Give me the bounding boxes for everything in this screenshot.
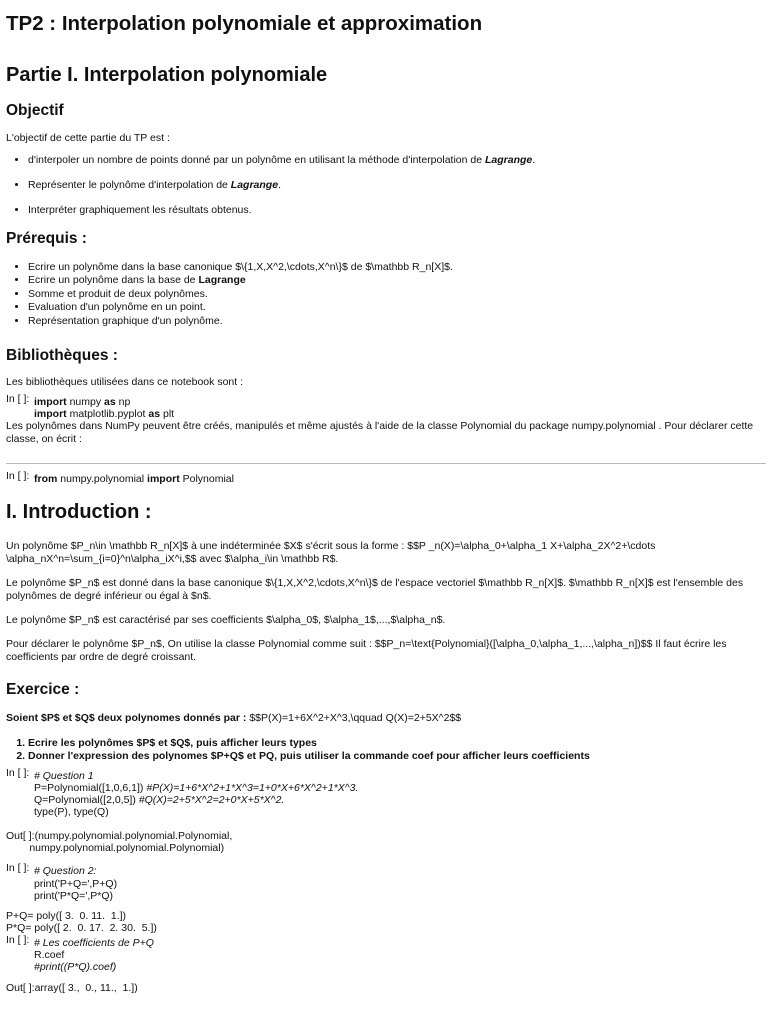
code-cell-import-polynomial[interactable] bbox=[6, 470, 758, 485]
list-item: • Somme et produit de deux polynômes. bbox=[28, 288, 758, 301]
code-block[interactable]: # Question 2: print('P+Q=',P+Q) print('P*Q=',P*Q) bbox=[34, 865, 118, 902]
page-title: TP2 : Interpolation polynomiale et approximation bbox=[6, 12, 483, 35]
exercice-questions bbox=[6, 737, 758, 763]
output-question2: P+Q= poly([ 3. 0. 11. 1.]) P*Q= poly([ 2. 0. 17. 2. 30. 5.]) bbox=[6, 910, 157, 935]
code-block[interactable]: # Question 1 P=Polynomial([1,0,6,1]) #P(X)=1+6*X^2+1*X^3=1+0*X+6*X^2+1*X^3. Q=Polynomial([2,0,5]) #Q(X)=2+5*X^2=2+0*X+5*X^2. type(P), type(Q) bbox=[34, 769, 359, 819]
input-prompt: In [ ]: bbox=[6, 862, 30, 875]
intro-paragraph-4: Pour déclarer le polynôme $P_n$, On utilise la classe Polynomial comme suit : $$P_n=\text{Polynomial}([\alpha_0,\alpha_1,...,\alpha_n])$$ Il faut écrire les coefficients par ordre de degré croissant. bbox=[6, 637, 727, 663]
list-item: • Représenter le polynôme d'interpolation de Lagrange. bbox=[28, 179, 758, 192]
list-item: • Evaluation d'un polynôme en un point. bbox=[28, 301, 758, 314]
intro-paragraph-3: Le polynôme $P_n$ est caractérisé par ses coefficients $\alpha_0$, $\alpha_1$,...,$\alpha_n$. bbox=[6, 613, 446, 626]
input-prompt: In [ ]: bbox=[6, 766, 30, 779]
introduction-heading: I. Introduction : bbox=[6, 500, 152, 523]
input-prompt: In [ ]: bbox=[6, 934, 30, 947]
exercice-heading: Exercice : bbox=[6, 680, 80, 698]
list-item: • Ecrire un polynôme dans la base canonique $\{1,X,X^2,\cdots,X^n\}$ de $\mathbb R_n[X]$. bbox=[28, 261, 758, 274]
input-prompt: In [ ]: bbox=[6, 393, 30, 406]
bibliotheques-heading: Bibliothèques : bbox=[6, 347, 118, 365]
objectif-heading: Objectif bbox=[6, 102, 64, 119]
code-cell-question1[interactable] bbox=[6, 767, 758, 819]
list-item: • Interpréter graphiquement les résultats obtenus. bbox=[28, 204, 758, 217]
intro-paragraph-1: Un polynôme $P_n\in \mathbb R_n[X]$ à une indéterminée $X$ s'écrit sous la forme : $$P _n(X)=\alpha_0+\alpha_1 X+\alpha_2X^2+\cdots \alpha_nX^n=\sum_{i=0}^n\alpha_iX^i,$$ avec $\alpha_i\in \mathbb R$. bbox=[6, 539, 656, 565]
divider bbox=[6, 463, 766, 464]
numpy-polynomial-paragraph: Les polynômes dans NumPy peuvent être créés, manipulés et même ajustés à l'aide de la classe Polynomial du package numpy.polynomial . Pour déclarer cette classe, on écrit : bbox=[6, 420, 754, 446]
bibliotheques-intro: Les bibliothèques utilisées dans ce notebook sont : bbox=[6, 376, 243, 389]
section-heading-partie1: Partie I. Interpolation polynomiale bbox=[6, 64, 328, 86]
objectif-intro: L'objectif de cette partie du TP est : bbox=[6, 132, 170, 144]
code-cell-coefficients[interactable] bbox=[6, 934, 758, 974]
code-cell-question2[interactable] bbox=[6, 862, 758, 902]
output-question1: Out[ ]:(numpy.polynomial.polynomial.Polynomial, numpy.polynomial.polynomial.Polynomial) bbox=[6, 830, 233, 855]
notebook-page bbox=[6, 8, 758, 994]
exercice-statement: Soient $P$ et $Q$ deux polynomes donnés par : $$P(X)=1+6X^2+X^3,\qquad Q(X)=2+5X^2$$ bbox=[6, 711, 462, 724]
list-item: • Ecrire un polynôme dans la base de Lagrange bbox=[28, 274, 758, 287]
input-prompt: In [ ]: bbox=[6, 470, 30, 483]
output-coefficients: Out[ ]:array([ 3., 0., 11., 1.]) bbox=[6, 981, 138, 994]
objectif-list bbox=[6, 154, 758, 217]
code-block[interactable]: import numpy as np import matplotlib.pyplot as plt bbox=[34, 396, 175, 421]
prerequis-heading: Prérequis : bbox=[6, 230, 87, 247]
code-block[interactable]: # Les coefficients de P+Q R.coef #print((P*Q).coef) bbox=[34, 937, 154, 974]
list-item: • Représentation graphique d'un polynôme. bbox=[28, 315, 758, 328]
code-cell-imports[interactable] bbox=[6, 393, 758, 420]
prerequis-list bbox=[6, 261, 758, 328]
intro-paragraph-2: Le polynôme $P_n$ est donné dans la base canonique $\{1,X,X^2,\cdots,X^n\}$ de l'espace vectoriel $\mathbb R_n[X]$. $\mathbb R_n[X]$ est l'ensemble des polynômes de degré inférieur ou égal à $n$. bbox=[6, 576, 744, 602]
code-block[interactable]: from numpy.polynomial import Polynomial bbox=[34, 473, 234, 486]
list-item: 2. Donner l'expression des polynomes $P+Q$ et PQ, puis utiliser la commande coef pour afficher leurs coefficients bbox=[28, 750, 758, 763]
list-item: 1. Ecrire les polynômes $P$ et $Q$, puis afficher leurs types bbox=[28, 737, 758, 750]
list-item: • d'interpoler un nombre de points donné par un polynôme en utilisant la méthode d'interpolation de Lagrange. bbox=[28, 154, 758, 167]
